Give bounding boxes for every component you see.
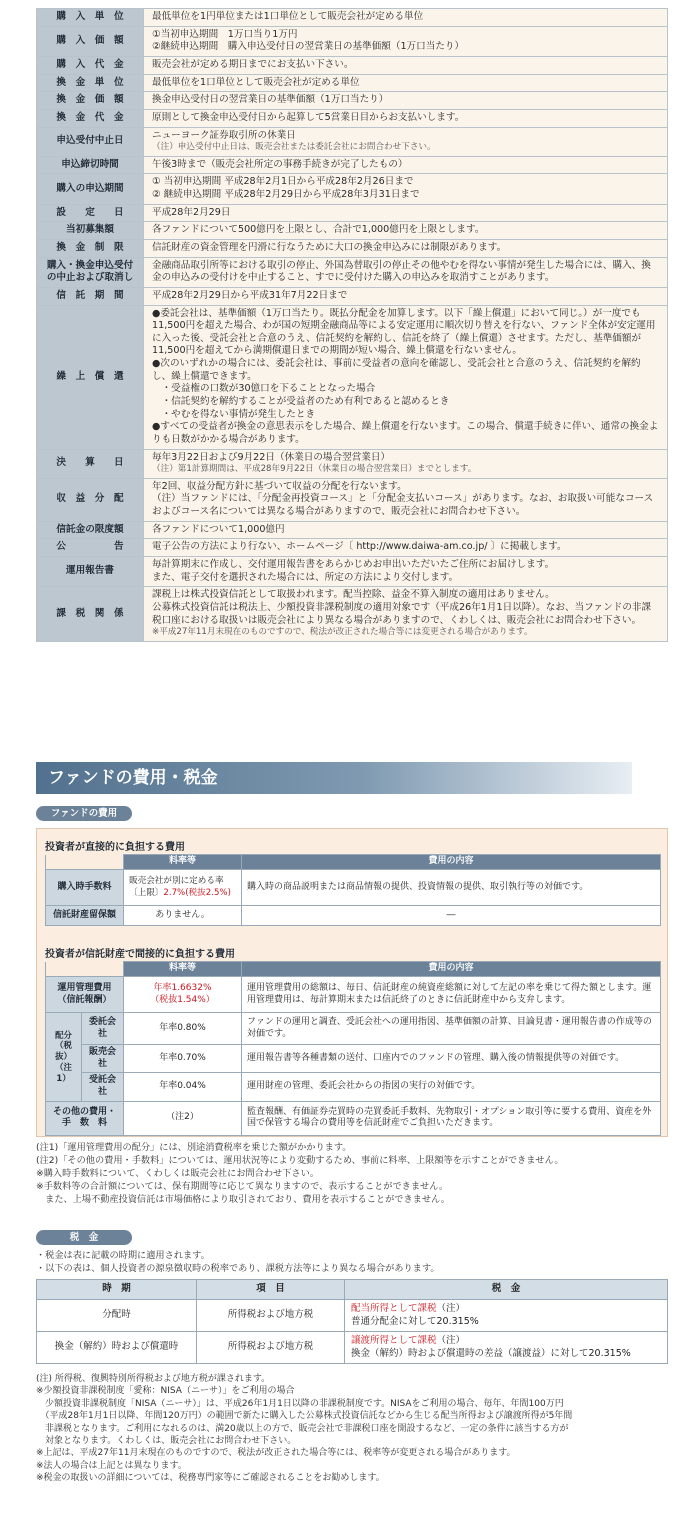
col-content-header: 費用の内容	[242, 855, 661, 870]
purchase-fee-max: 2.7%(税抜2.5%)	[163, 887, 231, 898]
direct-fees-title: 投資者が直接的に負担する費用	[45, 842, 185, 853]
spec-row-value: 毎計算期末に作成し、交付運用報告書をあらかじめお申出いただいたご住所にお届けします。 また、電子交付を選択された場合には、所定の方法により交付します。	[144, 557, 668, 587]
tax-row-0-item: 所得税および地方税	[197, 1300, 345, 1332]
fund-spec-table	[36, 8, 668, 642]
spec-row-value: 換金申込受付日の翌営業日の基準価額（1万口当たり）	[144, 92, 668, 110]
spec-row-label: 購 入 代 金	[37, 56, 144, 74]
spec-row-note: （注）申込受付中止日は、販売会社または委託会社にお問合わせ下さい。	[152, 142, 436, 153]
spec-row	[37, 287, 668, 305]
col-rate-header-2: 料率等	[124, 962, 242, 977]
spec-row-label: 申込受付中止日	[37, 127, 144, 156]
tax-row-1-period: 換金（解約）時および償還時	[37, 1332, 197, 1364]
tax-notes: (注) 所得税、復興特別所得税および地方税が課されます。 ※少額投資非課税制度「愛称：NISA（ニーサ）」をご利用の場合 少額投資非課税制度「NISA（ニーサ）」は、平成26年1月1日以降の非課税制度です。NISAをご利用の場合、毎年、年間100万円 （平成28年1月1日以降、年間120万円）の範囲で新たに購入した公募株式投資信託などから生じる配当所得および譲渡所得が5年間 非課税となります。ご利用になれるのは、満20歳以上の方で、販売会社で非課税口座を開設するなど、一定の条件に該当する方が 対象となります。くわしくは、販売会社にお問合わせ下さい。 ※上記は、平成27年11月末現在のものですので、税法が改正された場合等には、税率等が変更される場合があります。 ※法人の場合は上記とは異なります。 ※税金の取扱いの詳細については、税務専門家等にご確認されることをお勧めします。	[36, 1374, 573, 1484]
mgmt-fee-content: 運用管理費用の総額は、毎日、信託財産の純資産総額に対して左記の率を乗じて得た額とします。運用管理費用は、毎計算期末または信託終了のときに信託財産中から支弁します。	[242, 977, 661, 1013]
spec-row	[37, 9, 668, 27]
split-label-1: 販売会社	[82, 1045, 124, 1073]
mgmt-fee-rate: 年率1.6632% （税抜1.54%）	[124, 977, 242, 1013]
fee-notes: (注1)「運用管理費用の配分」には、別途消費税率を乗じた額がかかります。 (注2)「その他の費用・手数料」については、運用状況等により変動するため、事前に料率、上限額等を示すことができません。 ※購入時手数料について、くわしくは販売会社にお問合わせ下さい。 ※手数料等の合計額については、保有期間等に応じて異なりますので、表示することができません。 また、上場不動産投資信託は市場価格により取引されており、費用を表示することができません。	[36, 1142, 564, 1206]
spec-row-label: 繰 上 償 還	[37, 305, 144, 449]
fees-box	[36, 828, 668, 1137]
spec-row-label: 購入・換金申込受付 の中止および取消し	[37, 257, 144, 287]
tax-row-1-tax: 譲渡所得として課税（注） 換金（解約）時および償還時の差益（譲渡益）に対して20.315%	[345, 1332, 668, 1364]
split-content-2: 運用財産の管理、委託会社からの指図の実行の対価です。	[242, 1073, 661, 1101]
spec-row-value: 販売会社が定める期日までにお支払い下さい。	[144, 56, 668, 74]
spec-row-label: 当初募集額	[37, 222, 144, 240]
spec-row	[37, 127, 668, 156]
spec-row-label: 運用報告書	[37, 557, 144, 587]
spec-row-label: 収 益 分 配	[37, 478, 144, 521]
spec-row	[37, 587, 668, 641]
spec-row-label: 決 算 日	[37, 449, 144, 478]
col-rate-header: 料率等	[124, 855, 242, 870]
spec-row-value: ニューヨーク証券取引所の休業日 （注）申込受付中止日は、販売会社または委託会社にお問合わせ下さい。	[144, 127, 668, 156]
spec-row-label: 設 定 日	[37, 204, 144, 222]
spec-row-label: 購 入 価 額	[37, 26, 144, 56]
spec-row	[37, 26, 668, 56]
spec-row	[37, 539, 668, 557]
spec-row-value: 毎年3月22日および9月22日（休業日の場合翌営業日） （注）第1計算期間は、平成28年9月22日（休業日の場合翌営業日）までとします。	[144, 449, 668, 478]
tax-header-period: 時 期	[37, 1280, 197, 1300]
spec-row-label: 信 託 期 間	[37, 287, 144, 305]
spec-row-note: ※平成27年11月末現在のものですので、税法が改正された場合等には変更される場合があります。	[152, 627, 533, 638]
spec-row-label: 課 税 関 係	[37, 587, 144, 641]
mgmt-fee-label: 運用管理費用 （信託報酬）	[46, 977, 124, 1013]
other-fee-label: その他の費用・ 手 数 料	[46, 1101, 124, 1135]
spec-row	[37, 222, 668, 240]
purchase-fee-label: 購入時手数料	[46, 870, 124, 906]
tax-row-0-tax: 配当所得として課税（注） 普通分配金に対して20.315%	[345, 1300, 668, 1332]
spec-row-value: 最低単位を1円単位または1口単位として販売会社が定める単位	[144, 9, 668, 27]
spec-row-label: 換 金 代 金	[37, 109, 144, 127]
reserve-label: 信託財産留保額	[46, 906, 124, 926]
pill-tax: 税 金	[36, 1230, 132, 1245]
purchase-fee-rate: 販売会社が別に定める率 〔上限〕2.7%(税抜2.5%)	[124, 870, 242, 906]
reserve-rate: ありません。	[124, 906, 242, 926]
spec-row-label: 購 入 単 位	[37, 9, 144, 27]
spec-row	[37, 109, 668, 127]
other-fee-content: 監査報酬、有価証券売買時の売買委託手数料、先物取引・オプション取引等に要する費用、資産を外国で保管する場合の費用等を信託財産でご負担いただきます。	[242, 1101, 661, 1135]
tax-intro: ・税金は表に記載の時期に適用されます。 ・以下の表は、個人投資者の源泉徴収時の税率であり、課税方法等により異なる場合があります。	[36, 1250, 440, 1275]
spec-row-label: 公 告	[37, 539, 144, 557]
tax-table	[36, 1279, 668, 1364]
spec-row-note: （注）第1計算期間は、平成28年9月22日（休業日の場合翌営業日）までとします。	[152, 464, 477, 475]
spec-row-label: 換 金 単 位	[37, 74, 144, 92]
tax-row-0-period: 分配時	[37, 1300, 197, 1332]
spec-row-value: ①当初申込期間 1万口当り1万円 ②継続申込期間 購入申込受付日の翌営業日の基準価額（1万口当たり）	[144, 26, 668, 56]
tax-row-1-item: 所得税および地方税	[197, 1332, 345, 1364]
spec-row	[37, 174, 668, 204]
purchase-fee-content: 購入時の商品説明または商品情報の提供、投資情報の提供、取引執行等の対価です。	[242, 870, 661, 906]
section-heading-fees-tax: ファンドの費用・税金	[36, 762, 632, 794]
spec-row	[37, 557, 668, 587]
reserve-content: ―	[242, 906, 661, 926]
spec-row	[37, 74, 668, 92]
spec-row-value: 各ファンドについて500億円を上限とし、合計で1,000億円を上限とします。	[144, 222, 668, 240]
other-fee-rate: （注2）	[124, 1101, 242, 1135]
spec-row-value: ●委託会社は、基準価額（1万口当たり。既払分配金を加算します。以下「繰上償還」において同じ。）が一度でも11,500円を超えた場合、わが国の短期金融商品等による安定運用に順次切り替えを行ない、ファンド全体が安定運用に入った後、受託会社と合意のうえ、信託契約を解約し、信託を終了（繰上償還）させます。ただし、基準価額が11,500円を超えてから満期償還日までの期間が短い場合、繰上償還を行ないません。 ●次のいずれかの場合には、委託会社は、事前に受益者の意向を確認し、受託会社と合意のうえ、信託契約を解約し、繰上償還できます。 ・受益権の口数が30億口を下ることとなった場合 ・信託契約を解約することが受益者のため有利であると認めるとき ・やむを得ない事情が発生したとき ●すべての受益者が換金の意思表示をした場合、繰上償還を行ないます。この場合、償還手続きに伴い、通常の換金よりも日数がかかる場合があります。	[144, 305, 668, 449]
spec-row-value: 年2回、収益分配方針に基づいて収益の分配を行ないます。 （注）当ファンドには、「分配金再投資コース」と「分配金支払いコース」があります。なお、お取扱い可能なコースおよびコース名については異なる場合がありますので、販売会社にお問合わせ下さい。	[144, 478, 668, 521]
spec-row	[37, 521, 668, 539]
split-rate-1: 年率0.70%	[124, 1045, 242, 1073]
spec-row-value: 平成28年2月29日から平成31年7月22日まで	[144, 287, 668, 305]
spec-row	[37, 478, 668, 521]
spec-row-label: 購入の申込期間	[37, 174, 144, 204]
split-label-2: 受託会社	[82, 1073, 124, 1101]
indirect-fees-title: 投資者が信託財産で間接的に負担する費用	[45, 949, 235, 960]
split-rate-2: 年率0.04%	[124, 1073, 242, 1101]
spec-row-value: 最低単位を1口単位として販売会社が定める単位	[144, 74, 668, 92]
split-content-0: ファンドの運用と調査、受託会社への運用指図、基準価額の計算、目論見書・運用報告書の作成等の対価です。	[242, 1013, 661, 1045]
spec-row-label: 申込締切時間	[37, 156, 144, 174]
split-rate-0: 年率0.80%	[124, 1013, 242, 1045]
spec-row	[37, 257, 668, 287]
spec-row	[37, 204, 668, 222]
spec-row-label: 換 金 制 限	[37, 239, 144, 257]
spec-row-value: 午後3時まで（販売会社所定の事務手続きが完了したもの）	[144, 156, 668, 174]
spec-row-label: 信託金の限度額	[37, 521, 144, 539]
pill-fund-fees: ファンドの費用	[36, 806, 132, 821]
spec-row	[37, 305, 668, 449]
spec-row-value: 平成28年2月29日	[144, 204, 668, 222]
spec-row-value: 各ファンドについて1,000億円	[144, 521, 668, 539]
tax-header-tax: 税 金	[345, 1280, 668, 1300]
direct-fees-table	[45, 854, 661, 926]
spec-row-value: 課税上は株式投資信託として取扱われます。配当控除、益金不算入制度の適用はありません。 公募株式投資信託は税法上、少額投資非課税制度の適用対象です（平成26年1月1日以降）。なお、当ファンドの非課税口座における取扱いは販売会社により異なる場合がありますので、くわしくは、販売会社にお問合わせ下さい。 ※平成27年11月末現在のものですので、税法が改正された場合等には変更される場合があります。	[144, 587, 668, 641]
spec-row-value: ① 当初申込期間 平成28年2月1日から平成28年2月26日まで ② 継続申込期間 平成28年2月29日から平成28年3月31日まで	[144, 174, 668, 204]
spec-row-value: 金融商品取引所等における取引の停止、外国為替取引の停止その他やむを得ない事情が発生した場合には、購入、換金の申込みの受付けを中止すること、すでに受付けた購入の申込みを取消すことがあります。	[144, 257, 668, 287]
spec-row	[37, 239, 668, 257]
spec-row	[37, 92, 668, 110]
spec-row	[37, 449, 668, 478]
spec-row	[37, 56, 668, 74]
split-content-1: 運用報告書等各種書類の送付、口座内でのファンドの管理、購入後の情報提供等の対価です。	[242, 1045, 661, 1073]
spec-row-value: 信託財産の資金管理を円滑に行なうために大口の換金申込みには制限があります。	[144, 239, 668, 257]
tax-header-item: 項 目	[197, 1280, 345, 1300]
spec-row-value: 電子公告の方法により行ない、ホームページ〔 http://www.daiwa-am.co.jp/ 〕に掲載します。	[144, 539, 668, 557]
spec-row-value: 原則として換金申込受付日から起算して5営業日目からお支払いします。	[144, 109, 668, 127]
split-label-0: 委託会社	[82, 1013, 124, 1045]
indirect-fees-table	[45, 961, 661, 1136]
col-content-header-2: 費用の内容	[242, 962, 661, 977]
split-label: 配分 （税抜） （注1）	[46, 1013, 82, 1102]
spec-row-label: 換 金 価 額	[37, 92, 144, 110]
spec-row	[37, 156, 668, 174]
